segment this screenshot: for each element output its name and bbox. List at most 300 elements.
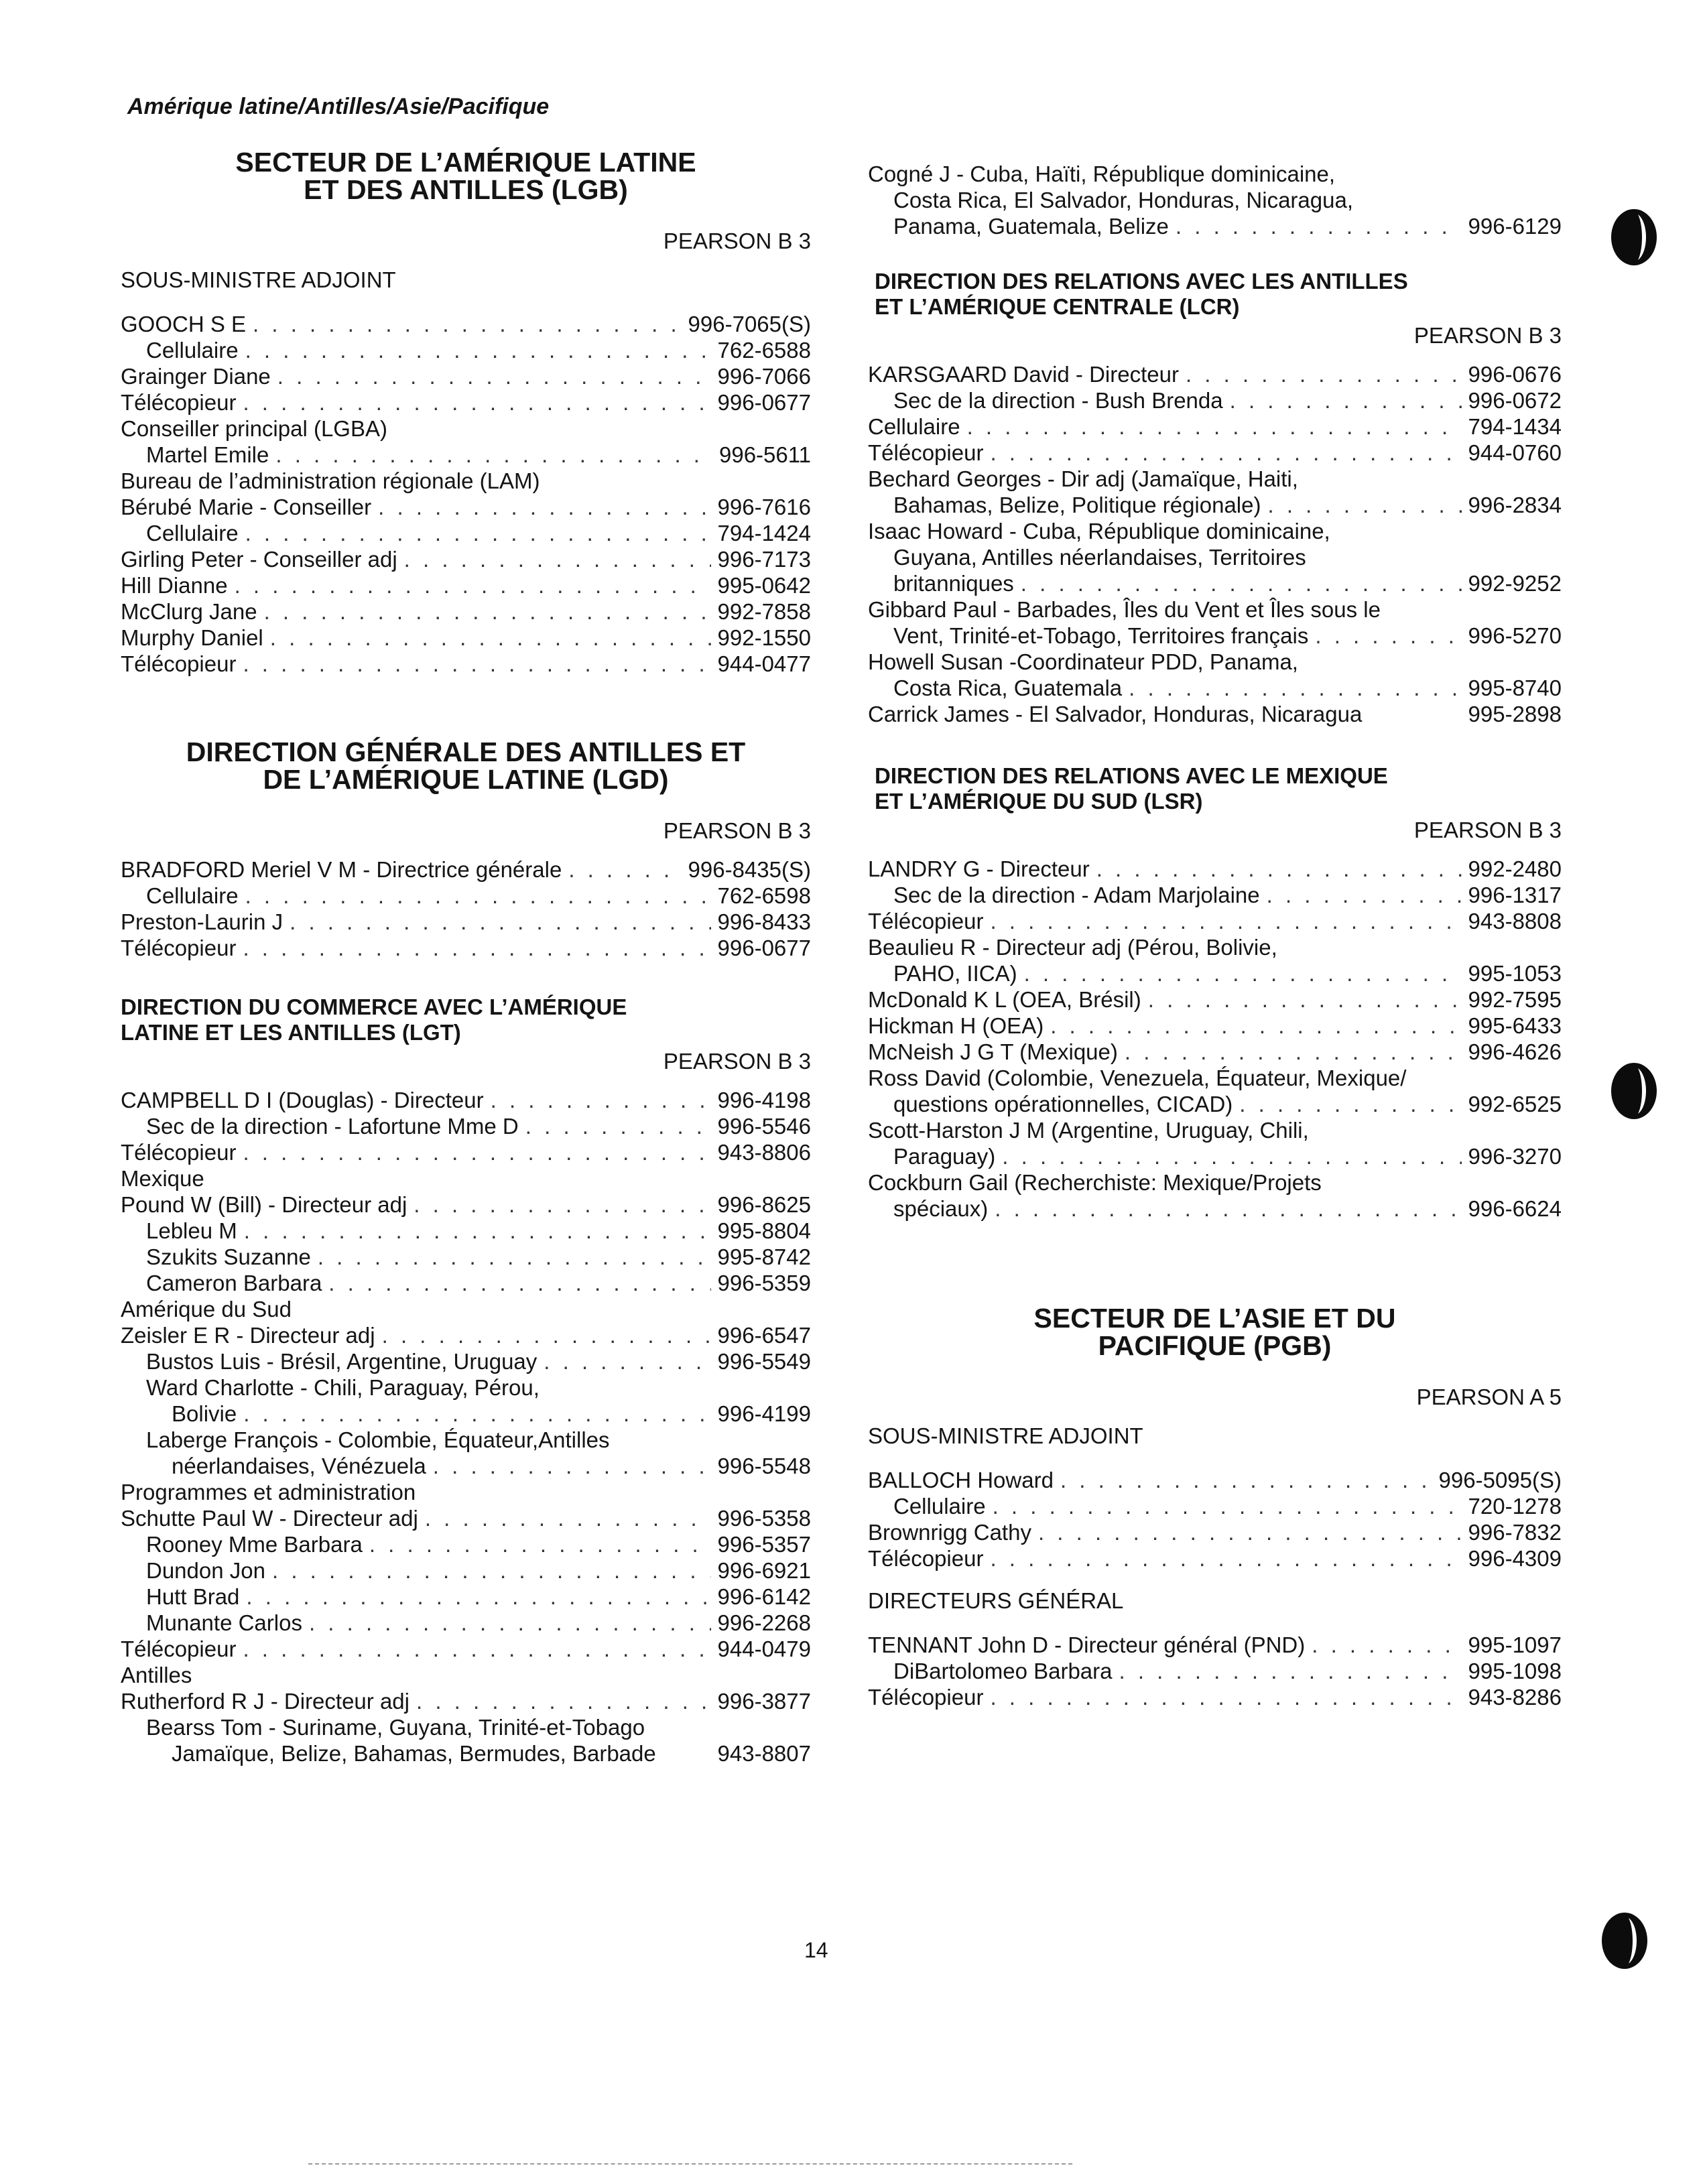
entry-name: Télécopieur bbox=[868, 1685, 984, 1710]
directory-entry bbox=[121, 1453, 811, 1479]
directory-entry bbox=[868, 1545, 1562, 1571]
entry-name: Carrick James - El Salvador, Honduras, Nicaragua bbox=[868, 702, 1363, 726]
dot-leader bbox=[404, 546, 711, 572]
directory-entry bbox=[121, 1427, 811, 1453]
dot-leader bbox=[243, 1139, 710, 1165]
dot-leader bbox=[245, 337, 711, 363]
directory-entry bbox=[121, 1218, 811, 1244]
entry-name: Laberge François - Colombie, Équateur,Antilles bbox=[146, 1427, 610, 1452]
entry-phone: 996-6142 bbox=[717, 1584, 811, 1609]
section-title bbox=[868, 1305, 1562, 1360]
dot-leader bbox=[272, 1557, 711, 1584]
dot-leader bbox=[243, 1401, 710, 1427]
entry-name: Preston-Laurin J bbox=[121, 909, 283, 934]
entry-name: TENNANT John D - Directeur général (PND) bbox=[868, 1632, 1306, 1657]
entry-name: Cellulaire bbox=[868, 414, 960, 439]
entry-name: questions opérationnelles, CICAD) bbox=[893, 1092, 1233, 1116]
entry-name: Télécopieur bbox=[121, 1140, 237, 1165]
directory-entry bbox=[121, 546, 811, 572]
dot-leader bbox=[967, 413, 1462, 440]
entry-phone: 995-1053 bbox=[1468, 961, 1562, 986]
entry-name: Sec de la direction - Adam Marjolaine bbox=[893, 883, 1260, 907]
title-line: DIRECTION DES RELATIONS AVEC LES ANTILLES bbox=[875, 269, 1408, 294]
directory-entry bbox=[868, 596, 1562, 623]
directory-entry bbox=[868, 701, 1562, 727]
dot-leader bbox=[1176, 213, 1462, 239]
entry-phone: 996-6624 bbox=[1468, 1196, 1562, 1221]
entry-phone: 995-1098 bbox=[1468, 1659, 1562, 1683]
directory-entry bbox=[121, 1348, 811, 1374]
entry-phone: 996-6547 bbox=[717, 1323, 811, 1348]
entry-name: Bahamas, Belize, Politique régionale) bbox=[893, 493, 1261, 517]
entry-name: Szukits Suzanne bbox=[146, 1244, 311, 1269]
directory-entry bbox=[868, 544, 1562, 570]
scan-edge-line bbox=[308, 2163, 1072, 2165]
entry-phone: 996-5611 bbox=[718, 442, 811, 467]
title-line: LATINE ET LES ANTILLES (LGT) bbox=[121, 1020, 461, 1045]
dot-leader bbox=[1129, 675, 1461, 701]
entry-name: Télécopieur bbox=[121, 1636, 237, 1661]
entry-phone: 995-6433 bbox=[1468, 1013, 1562, 1038]
directory-entry bbox=[121, 337, 811, 363]
entry-name: PAHO, IICA) bbox=[893, 961, 1017, 986]
directory-entry bbox=[121, 1401, 811, 1427]
entry-phone: 996-7616 bbox=[717, 495, 811, 519]
entry-name: Lebleu M bbox=[146, 1218, 237, 1243]
entry-phone: 996-4199 bbox=[717, 1401, 811, 1426]
entry-name: Scott-Harston J M (Argentine, Uruguay, Chili, bbox=[868, 1118, 1309, 1143]
entry-name: CAMPBELL D I (Douglas) - Directeur bbox=[121, 1088, 484, 1112]
location: PEARSON B 3 bbox=[663, 818, 811, 843]
directory-entry bbox=[868, 675, 1562, 701]
entry-name: Cellulaire bbox=[146, 883, 239, 908]
entry-phone: 996-5548 bbox=[717, 1454, 811, 1478]
entry-name: Sec de la direction - Lafortune Mme D bbox=[146, 1114, 519, 1139]
entry-phone: 996-0677 bbox=[717, 390, 811, 415]
directory-entry bbox=[121, 415, 811, 442]
entry-name: Isaac Howard - Cuba, République dominicaine, bbox=[868, 519, 1330, 543]
directory-entry bbox=[121, 1557, 811, 1584]
directory-entry bbox=[868, 440, 1562, 466]
entry-phone: 995-0642 bbox=[717, 573, 811, 598]
directory-entry bbox=[868, 1013, 1562, 1039]
directory-entry bbox=[868, 960, 1562, 986]
dot-leader bbox=[491, 1087, 711, 1113]
directory-entry bbox=[121, 1688, 811, 1714]
directory-entry bbox=[121, 1165, 811, 1192]
dot-leader bbox=[245, 883, 711, 909]
directory-entry bbox=[121, 1479, 811, 1505]
dot-leader bbox=[243, 935, 710, 961]
entry-phone: 996-5357 bbox=[717, 1532, 811, 1557]
entry-name: Panama, Guatemala, Belize bbox=[893, 214, 1169, 239]
entry-name: Télécopieur bbox=[121, 936, 237, 960]
directory-entry bbox=[868, 856, 1562, 882]
directory-entry bbox=[868, 649, 1562, 675]
dot-leader bbox=[990, 908, 1461, 934]
directory-entry bbox=[868, 1493, 1562, 1519]
entry-phone: 720-1278 bbox=[1468, 1494, 1562, 1519]
dot-leader bbox=[290, 909, 710, 935]
entry-name: Cogné J - Cuba, Haïti, République dominicaine, bbox=[868, 162, 1336, 186]
dot-leader bbox=[1002, 1143, 1461, 1169]
dot-leader bbox=[1096, 856, 1462, 882]
entry-phone: 996-8433 bbox=[717, 909, 811, 934]
entry-name: Programmes et administration bbox=[121, 1480, 416, 1504]
entry-name: néerlandaises, Vénézuela bbox=[172, 1454, 426, 1478]
directory-entry bbox=[868, 623, 1562, 649]
entry-name: Martel Emile bbox=[146, 442, 269, 467]
entry-name: Beaulieu R - Directeur adj (Pérou, Bolivie, bbox=[868, 935, 1277, 960]
directory-entry bbox=[121, 1113, 811, 1139]
dot-leader bbox=[245, 520, 711, 546]
directory-entry bbox=[868, 518, 1562, 544]
directory-entry bbox=[121, 311, 811, 337]
entry-phone: 992-2480 bbox=[1468, 856, 1562, 881]
entry-name: Rooney Mme Barbara bbox=[146, 1532, 363, 1557]
entry-phone: 996-1317 bbox=[1468, 883, 1562, 907]
entry-phone: 996-6129 bbox=[1468, 214, 1562, 239]
subsection-title bbox=[868, 763, 1562, 814]
entry-name: Ward Charlotte - Chili, Paraguay, Pérou, bbox=[146, 1375, 540, 1400]
entry-phone: 996-7065(S) bbox=[688, 312, 811, 336]
location: PEARSON B 3 bbox=[1413, 818, 1562, 842]
dot-leader bbox=[1312, 1632, 1461, 1658]
left-column bbox=[121, 149, 811, 1767]
entry-phone: 996-5270 bbox=[1468, 623, 1562, 648]
entry-phone: 996-8435(S) bbox=[688, 857, 811, 882]
punch-hole-top bbox=[1607, 205, 1661, 269]
dot-leader bbox=[1038, 1519, 1462, 1545]
entry-name: Cellulaire bbox=[146, 521, 239, 545]
dot-leader bbox=[990, 1684, 1461, 1710]
dot-leader bbox=[244, 1218, 711, 1244]
entry-phone: 992-9252 bbox=[1468, 571, 1562, 596]
entry-name: McNeish J G T (Mexique) bbox=[868, 1039, 1118, 1064]
directory-entry bbox=[121, 1322, 811, 1348]
directory-entry bbox=[868, 1519, 1562, 1545]
directory-entry bbox=[121, 1139, 811, 1165]
directory-entry bbox=[121, 442, 811, 468]
spacer bbox=[121, 677, 811, 738]
spacer bbox=[868, 1222, 1562, 1305]
dot-leader bbox=[378, 494, 710, 520]
title-line: DIRECTION GÉNÉRALE DES ANTILLES ET bbox=[186, 736, 746, 767]
directory-entry bbox=[868, 882, 1562, 908]
entry-name: Grainger Diane bbox=[121, 364, 271, 389]
entry-name: Gibbard Paul - Barbades, Îles du Vent et Îles sous le bbox=[868, 597, 1381, 622]
entry-name: Télécopieur bbox=[121, 651, 237, 676]
directory-entry bbox=[121, 625, 811, 651]
entry-phone: 992-1550 bbox=[717, 625, 811, 650]
directory-entry bbox=[121, 1505, 811, 1531]
dot-leader bbox=[993, 1493, 1462, 1519]
dot-leader bbox=[309, 1610, 711, 1636]
entry-name: McClurg Jane bbox=[121, 599, 257, 624]
dot-leader bbox=[1119, 1658, 1462, 1684]
directory-entry bbox=[121, 572, 811, 598]
entry-name: Bearss Tom - Suriname, Guyana, Trinité-et-Tobago bbox=[146, 1715, 645, 1740]
entry-name: Bérubé Marie - Conseiller bbox=[121, 495, 372, 519]
entry-name: Rutherford R J - Directeur adj bbox=[121, 1689, 409, 1714]
dot-leader bbox=[1060, 1467, 1432, 1493]
directory-entry bbox=[868, 387, 1562, 413]
entry-name: Bureau de l’administration régionale (LAM) bbox=[121, 468, 540, 493]
entry-name: LANDRY G - Directeur bbox=[868, 856, 1090, 881]
entry-phone: 944-0477 bbox=[717, 651, 811, 676]
entry-name: Pound W (Bill) - Directeur adj bbox=[121, 1192, 407, 1217]
entry-phone: 996-3877 bbox=[717, 1689, 811, 1714]
entry-name: Jamaïque, Belize, Bahamas, Bermudes, Barbade bbox=[172, 1741, 656, 1766]
dot-leader bbox=[243, 651, 710, 677]
directory-entry bbox=[868, 1684, 1562, 1710]
location: PEARSON B 3 bbox=[1413, 323, 1562, 348]
dot-leader bbox=[328, 1270, 710, 1296]
entry-phone: 996-6921 bbox=[717, 1558, 811, 1583]
entry-phone: 996-5549 bbox=[717, 1349, 811, 1374]
dot-leader bbox=[275, 442, 712, 468]
entry-phone: 944-0479 bbox=[717, 1636, 811, 1661]
directory-entry bbox=[121, 1662, 811, 1688]
punch-hole-bottom bbox=[1598, 1909, 1651, 1973]
entry-phone: 995-2898 bbox=[1468, 702, 1562, 726]
dot-leader bbox=[369, 1531, 711, 1557]
entry-phone: 992-7595 bbox=[1468, 987, 1562, 1012]
section-title bbox=[121, 149, 811, 204]
entry-phone: 762-6598 bbox=[717, 883, 811, 908]
directory-entry bbox=[121, 935, 811, 961]
entry-name: GOOCH S E bbox=[121, 312, 247, 336]
group-label: DIRECTEURS GÉNÉRAL bbox=[868, 1588, 1124, 1613]
dot-leader bbox=[1148, 986, 1462, 1013]
entry-name: KARSGAARD David - Directeur bbox=[868, 362, 1179, 387]
right-column bbox=[868, 161, 1562, 1710]
dot-leader bbox=[382, 1322, 711, 1348]
dot-leader bbox=[1024, 960, 1462, 986]
spacer bbox=[868, 727, 1562, 763]
entry-name: BRADFORD Meriel V M - Directrice générale bbox=[121, 857, 562, 882]
directory-entry bbox=[868, 1039, 1562, 1065]
group-label: SOUS-MINISTRE ADJOINT bbox=[868, 1423, 1143, 1448]
entry-name: Cellulaire bbox=[893, 1494, 986, 1519]
dot-leader bbox=[1230, 387, 1462, 413]
entry-name: Bustos Luis - Brésil, Argentine, Uruguay bbox=[146, 1349, 538, 1374]
dot-leader bbox=[1186, 361, 1462, 387]
title-line: DE L’AMÉRIQUE LATINE (LGD) bbox=[263, 764, 669, 795]
entry-name: Vent, Trinité-et-Tobago, Territoires français bbox=[893, 623, 1309, 648]
entry-phone: 996-2268 bbox=[717, 1610, 811, 1635]
entry-name: Télécopieur bbox=[121, 390, 237, 415]
entry-phone: 943-8286 bbox=[1468, 1685, 1562, 1710]
title-line: ET L’AMÉRIQUE CENTRALE (LCR) bbox=[875, 294, 1240, 319]
dot-leader bbox=[277, 363, 711, 389]
dot-leader bbox=[1050, 1013, 1461, 1039]
dot-leader bbox=[433, 1453, 711, 1479]
entry-name: Ross David (Colombie, Venezuela, Équateur, Mexique/ bbox=[868, 1066, 1407, 1090]
directory-entry bbox=[868, 1091, 1562, 1117]
entry-phone: 943-8806 bbox=[717, 1140, 811, 1165]
location: PEARSON A 5 bbox=[1416, 1385, 1562, 1409]
entry-name: Hill Dianne bbox=[121, 573, 228, 598]
group-label: SOUS-MINISTRE ADJOINT bbox=[121, 267, 396, 292]
entry-phone: 996-4309 bbox=[1468, 1546, 1562, 1571]
directory-entry bbox=[121, 651, 811, 677]
directory-entry bbox=[868, 1065, 1562, 1091]
entry-phone: 996-5095(S) bbox=[1438, 1468, 1562, 1492]
subsection-title bbox=[868, 269, 1562, 320]
directory-entry bbox=[868, 361, 1562, 387]
entry-phone: 762-6588 bbox=[717, 338, 811, 363]
entry-phone: 996-7066 bbox=[717, 364, 811, 389]
entry-name: Mexique bbox=[121, 1166, 204, 1191]
punch-hole-middle bbox=[1607, 1059, 1661, 1123]
entry-phone: 995-1097 bbox=[1468, 1632, 1562, 1657]
dot-leader bbox=[990, 440, 1461, 466]
directory-entry bbox=[121, 1374, 811, 1401]
dot-leader bbox=[318, 1244, 711, 1270]
entry-phone: 996-8625 bbox=[717, 1192, 811, 1217]
directory-entry bbox=[121, 1270, 811, 1296]
spacer bbox=[868, 239, 1562, 269]
entry-name: Munante Carlos bbox=[146, 1610, 302, 1635]
entry-phone: 996-4198 bbox=[717, 1088, 811, 1112]
directory-entry bbox=[121, 1714, 811, 1740]
dot-leader bbox=[264, 598, 711, 625]
entry-name: Hutt Brad bbox=[146, 1584, 240, 1609]
directory-entry bbox=[121, 598, 811, 625]
entry-name: Dundon Jon bbox=[146, 1558, 265, 1583]
dot-leader bbox=[253, 311, 682, 337]
dot-leader bbox=[1021, 570, 1462, 596]
directory-entry bbox=[121, 363, 811, 389]
entry-phone: 996-4626 bbox=[1468, 1039, 1562, 1064]
directory-entry bbox=[121, 1636, 811, 1662]
entry-phone: 995-8742 bbox=[717, 1244, 811, 1269]
entry-name: spéciaux) bbox=[893, 1196, 989, 1221]
dot-leader bbox=[1267, 492, 1461, 518]
directory-entry bbox=[868, 187, 1562, 213]
directory-entry bbox=[121, 1192, 811, 1218]
dot-leader bbox=[1239, 1091, 1461, 1117]
entry-name: Bechard Georges - Dir adj (Jamaïque, Haiti, bbox=[868, 466, 1298, 491]
entry-phone: 992-6525 bbox=[1468, 1092, 1562, 1116]
directory-entry bbox=[121, 1740, 811, 1767]
dot-leader bbox=[425, 1505, 711, 1531]
entry-name: Antilles bbox=[121, 1663, 192, 1687]
directory-entry bbox=[868, 492, 1562, 518]
entry-name: Murphy Daniel bbox=[121, 625, 263, 650]
directory-entry bbox=[868, 908, 1562, 934]
entry-name: Conseiller principal (LGBA) bbox=[121, 416, 387, 441]
dot-leader bbox=[544, 1348, 710, 1374]
entry-name: Cockburn Gail (Recherchiste: Mexique/Projets bbox=[868, 1170, 1322, 1195]
dot-leader bbox=[416, 1688, 711, 1714]
entry-phone: 996-5359 bbox=[717, 1271, 811, 1295]
dot-leader bbox=[1267, 882, 1462, 908]
entry-name: Cameron Barbara bbox=[146, 1271, 322, 1295]
entry-name: Costa Rica, El Salvador, Honduras, Nicaragua, bbox=[893, 188, 1354, 212]
entry-phone: 996-3270 bbox=[1468, 1144, 1562, 1169]
entry-phone: 996-7832 bbox=[1468, 1520, 1562, 1545]
directory-entry bbox=[121, 389, 811, 415]
dot-leader bbox=[235, 572, 711, 598]
dot-leader bbox=[414, 1192, 710, 1218]
directory-entry bbox=[868, 1196, 1562, 1222]
location: PEARSON B 3 bbox=[663, 229, 811, 253]
directory-entry bbox=[868, 934, 1562, 960]
title-line: PACIFIQUE (PGB) bbox=[1098, 1330, 1332, 1361]
dot-leader bbox=[990, 1545, 1461, 1571]
dot-leader bbox=[568, 856, 681, 883]
entry-name: Howell Susan -Coordinateur PDD, Panama, bbox=[868, 649, 1298, 674]
title-line: DIRECTION DES RELATIONS AVEC LE MEXIQUE bbox=[875, 763, 1388, 788]
entry-name: Schutte Paul W - Directeur adj bbox=[121, 1506, 418, 1531]
entry-phone: 996-0672 bbox=[1468, 388, 1562, 413]
entry-name: Télécopieur bbox=[868, 440, 984, 465]
title-line: DIRECTION DU COMMERCE AVEC L’AMÉRIQUE bbox=[121, 994, 627, 1019]
title-line: ET L’AMÉRIQUE DU SUD (LSR) bbox=[875, 789, 1203, 814]
entry-phone: 943-8808 bbox=[1468, 909, 1562, 934]
directory-entry bbox=[121, 1531, 811, 1557]
directory-entry bbox=[121, 494, 811, 520]
dot-leader bbox=[243, 1636, 710, 1662]
entry-phone: 794-1424 bbox=[717, 521, 811, 545]
directory-entry bbox=[868, 1632, 1562, 1658]
entry-name: Sec de la direction - Bush Brenda bbox=[893, 388, 1223, 413]
dot-leader bbox=[525, 1113, 711, 1139]
entry-phone: 995-8740 bbox=[1468, 676, 1562, 700]
page-number: 14 bbox=[804, 1938, 828, 1962]
directory-entry bbox=[121, 1610, 811, 1636]
directory-entry bbox=[121, 856, 811, 883]
entry-name: McDonald K L (OEA, Brésil) bbox=[868, 987, 1141, 1012]
entry-name: Costa Rica, Guatemala bbox=[893, 676, 1123, 700]
entry-phone: 996-7173 bbox=[717, 547, 811, 572]
entry-phone: 794-1434 bbox=[1468, 414, 1562, 439]
location: PEARSON B 3 bbox=[663, 1049, 811, 1074]
entry-phone: 996-0677 bbox=[717, 936, 811, 960]
dot-leader bbox=[1125, 1039, 1462, 1065]
dot-leader bbox=[246, 1584, 710, 1610]
dot-leader bbox=[270, 625, 711, 651]
dot-leader bbox=[995, 1196, 1461, 1222]
directory-entry bbox=[121, 909, 811, 935]
directory-entry bbox=[868, 570, 1562, 596]
dot-leader bbox=[1315, 623, 1461, 649]
entry-name: Télécopieur bbox=[868, 909, 984, 934]
directory-entry bbox=[121, 1087, 811, 1113]
directory-entry bbox=[868, 1117, 1562, 1143]
entry-phone: 996-0676 bbox=[1468, 362, 1562, 387]
entry-name: Girling Peter - Conseiller adj bbox=[121, 547, 397, 572]
entry-name: Hickman H (OEA) bbox=[868, 1013, 1044, 1038]
directory-entry bbox=[121, 883, 811, 909]
directory-entry bbox=[868, 1169, 1562, 1196]
subsection-title bbox=[121, 994, 811, 1045]
entry-name: britanniques bbox=[893, 571, 1014, 596]
directory-entry bbox=[121, 468, 811, 494]
directory-entry bbox=[868, 161, 1562, 187]
entry-name: Guyana, Antilles néerlandaises, Territoires bbox=[893, 545, 1306, 570]
entry-phone: 995-8804 bbox=[717, 1218, 811, 1243]
entry-name: Bolivie bbox=[172, 1401, 237, 1426]
entry-phone: 992-7858 bbox=[717, 599, 811, 624]
section-title bbox=[121, 738, 811, 793]
entry-phone: 996-5546 bbox=[717, 1114, 811, 1139]
directory-entry bbox=[868, 213, 1562, 239]
directory-entry bbox=[868, 986, 1562, 1013]
directory-entry bbox=[121, 1584, 811, 1610]
